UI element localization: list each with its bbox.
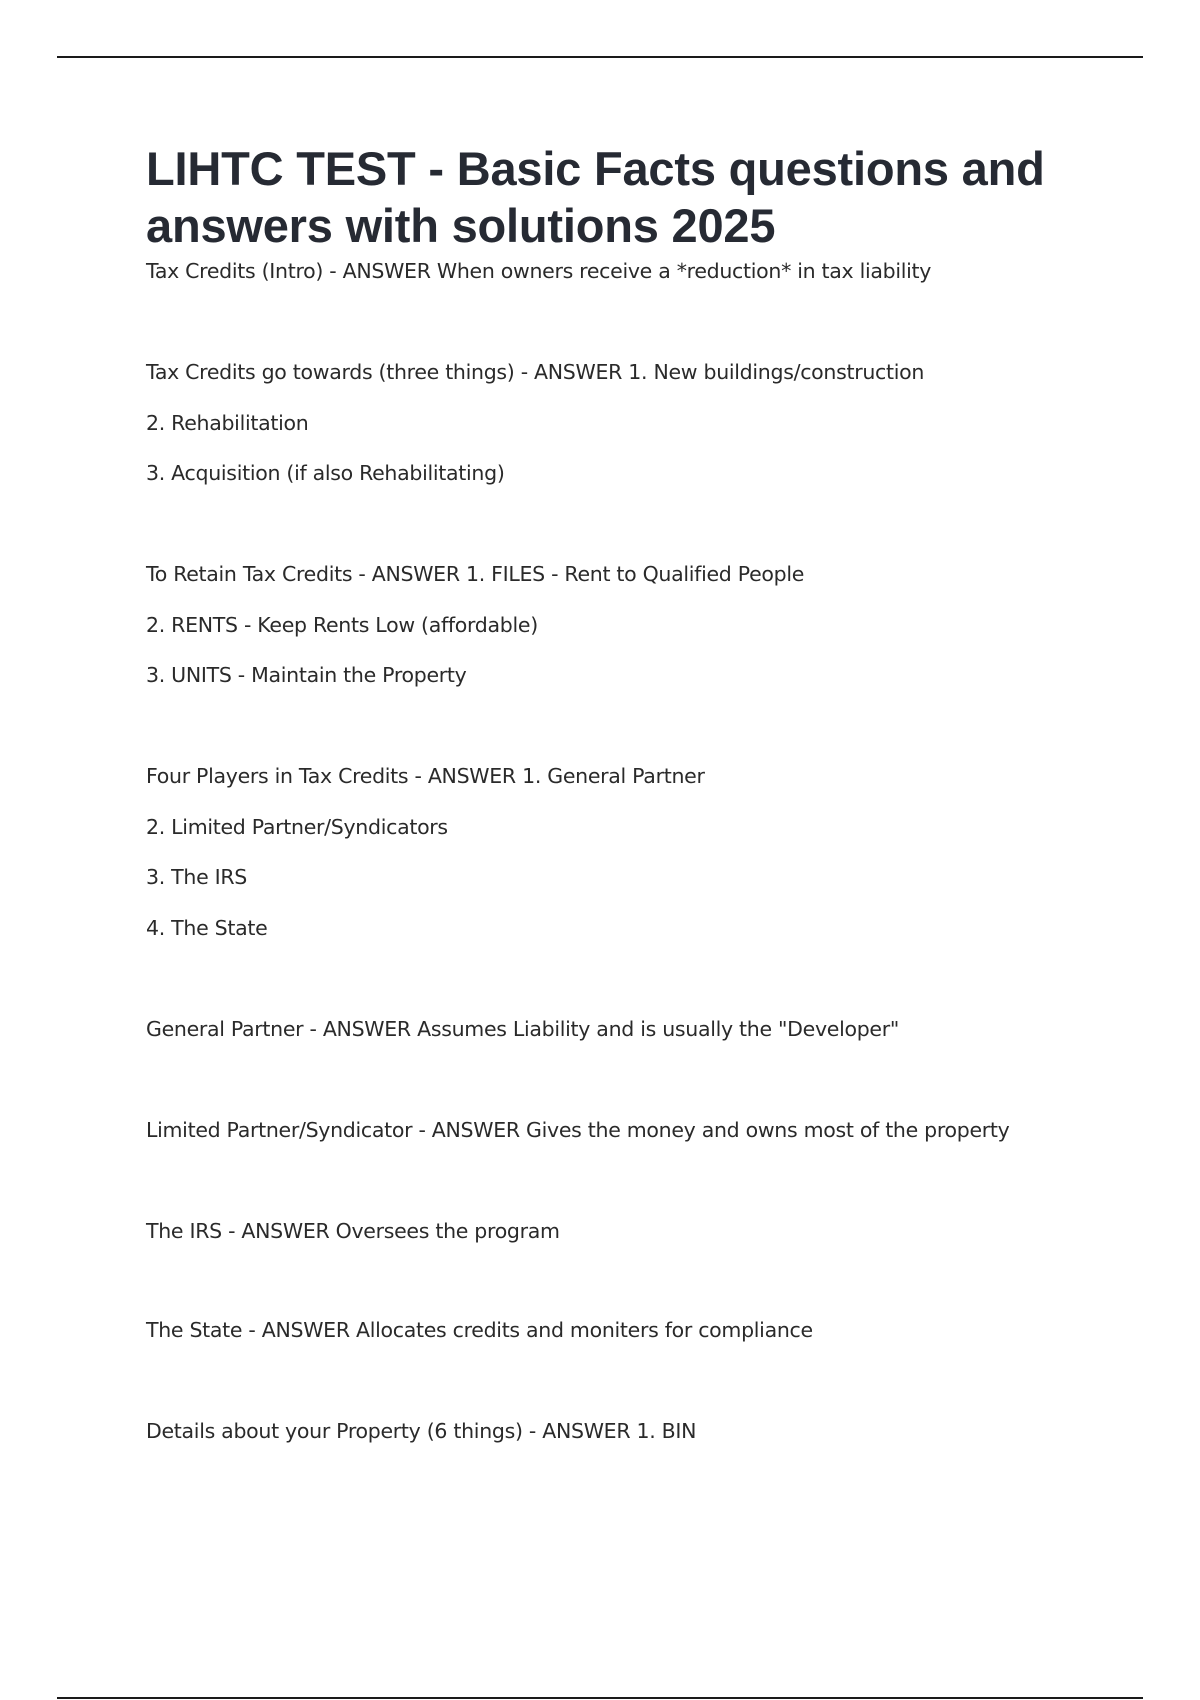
qa-line: 2. RENTS - Keep Rents Low (affordable) xyxy=(146,613,538,637)
bottom-rule xyxy=(57,1697,1143,1699)
qa-line: 4. The State xyxy=(146,916,268,940)
qa-line: 3. Acquisition (if also Rehabilitating) xyxy=(146,461,505,485)
qa-line: Tax Credits go towards (three things) - ANSWER 1. New buildings/construction xyxy=(146,360,925,384)
top-rule xyxy=(57,56,1143,58)
qa-line: 3. UNITS - Maintain the Property xyxy=(146,663,467,687)
qa-line: Details about your Property (6 things) - ANSWER 1. BIN xyxy=(146,1419,697,1443)
qa-line: 3. The IRS xyxy=(146,865,248,889)
qa-line: Tax Credits (Intro) - ANSWER When owners receive a *reduction* in tax liability xyxy=(146,259,932,283)
qa-line: The IRS - ANSWER Oversees the program xyxy=(146,1219,560,1243)
qa-line: 2. Limited Partner/Syndicators xyxy=(146,815,448,839)
document-title: LIHTC TEST - Basic Facts questions and answers with solutions 2025 xyxy=(146,142,1045,252)
qa-line: The State - ANSWER Allocates credits and moniters for compliance xyxy=(146,1318,813,1342)
qa-line: Four Players in Tax Credits - ANSWER 1. General Partner xyxy=(146,764,705,788)
qa-line: General Partner - ANSWER Assumes Liability and is usually the "Developer" xyxy=(146,1017,900,1041)
qa-line: Limited Partner/Syndicator - ANSWER Gives the money and owns most of the property xyxy=(146,1118,1010,1142)
qa-line: To Retain Tax Credits - ANSWER 1. FILES - Rent to Qualified People xyxy=(146,562,805,586)
qa-line: 2. Rehabilitation xyxy=(146,411,309,435)
